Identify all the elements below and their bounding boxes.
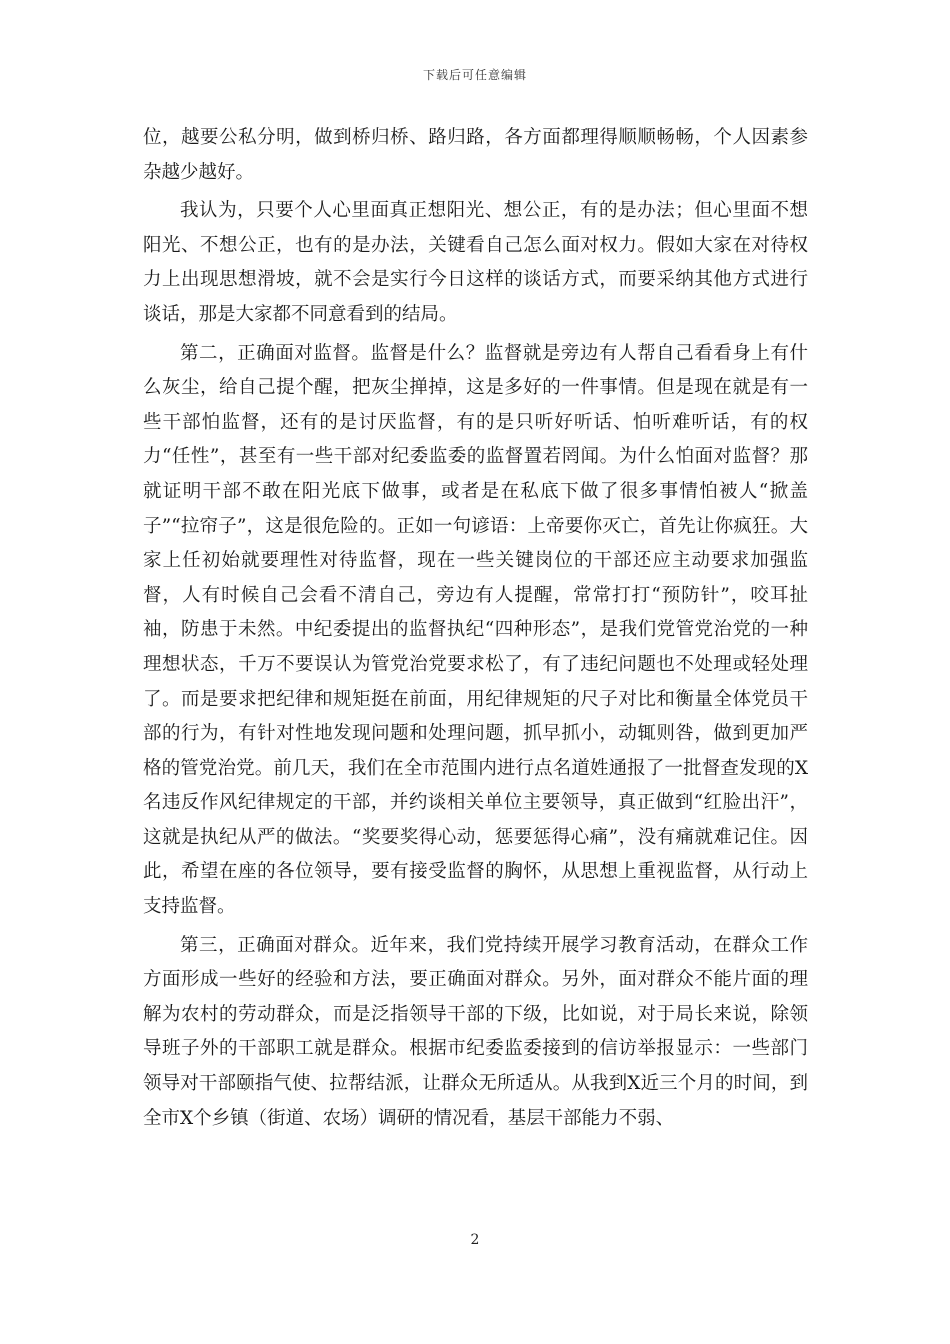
paragraph-power: 我认为，只要个人心里面真正想阳光、想公正，有的是办法；但心里面不想阳光、不想公正，也有的是办法，关键看自己怎么面对权力。假如大家在对待权力上出现思想滑坡，就不会是实行今日这样的谈话方式，而要采纳其他方式进行谈话，那是大家都不同意看到的结局。 (143, 200, 808, 325)
page-header: 下载后可任意编辑 (422, 68, 527, 82)
paragraph-masses: 第三，正确面对群众。近年来，我们党持续开展学习教育活动，在群众工作方面形成一些好的经验和方法，要正确面对群众。另外，面对群众不能片面的理解为农村的劳动群众，而是泛指领导干部的下级，比如说，对于局长来说，除领导班子外的干部职工就是群众。根据市纪委监委接到的信访举报显示：一些部门领导对干部颐指气使、拉帮结派，让群众无所适从。从我到X近三个月的时间，到全市X个乡镇（街道、农场）调研的情况看，基层干部能力不弱、 (143, 934, 808, 1129)
page-number: 2 (470, 1232, 480, 1248)
document-body (143, 121, 808, 1136)
paragraph-continuation: 位，越要公私分明，做到桥归桥、路归路，各方面都理得顺顺畅畅，个人因素参杂越少越好。 (143, 127, 808, 183)
paragraph-supervision: 第二，正确面对监督。监督是什么？监督就是旁边有人帮自己看看身上有什么灰尘，给自己提个醒，把灰尘掸掉，这是多好的一件事情。但是现在就是有一些干部怕监督，还有的是讨厌监督，有的是只听好听话、怕听难听话，有的权力“任性”，甚至有一些干部对纪委监委的监督置若罔闻。为什么怕面对监督？那就证明干部不敢在阳光底下做事，或者是在私底下做了很多事情怕被人“掀盖子”“拉帘子”，这是很危险的。正如一句谚语：上帝要你灭亡，首先让你疯狂。大家上任初始就要理性对待监督，现在一些关键岗位的干部还应主动要求加强监督，人有时候自己会看不清自己，旁边有人提醒，常常打打“预防针”，咬耳扯袖，防患于未然。中纪委提出的监督执纪“四种形态”，是我们党管党治党的一种理想状态，千万不要误认为管党治党要求松了，有了违纪问题也不处理或轻处理了。而是要求把纪律和规矩挺在前面，用纪律规矩的尺子对比和衡量全体党员干部的行为，有针对性地发现问题和处理问题，抓早抓小，动辄则咎，做到更加严格的管党治党。前几天，我们在全市范围内进行点名道姓通报了一批督查发现的X名违反作风纪律规定的干部，并约谈相关单位主要领导，真正做到“红脸出汗”，这就是执纪从严的做法。“奖要奖得心动，惩要惩得心痛”，没有痛就难记住。因此，希望在座的各位领导，要有接受监督的胸怀，从思想上重视监督，从行动上支持监督。 (143, 342, 808, 918)
